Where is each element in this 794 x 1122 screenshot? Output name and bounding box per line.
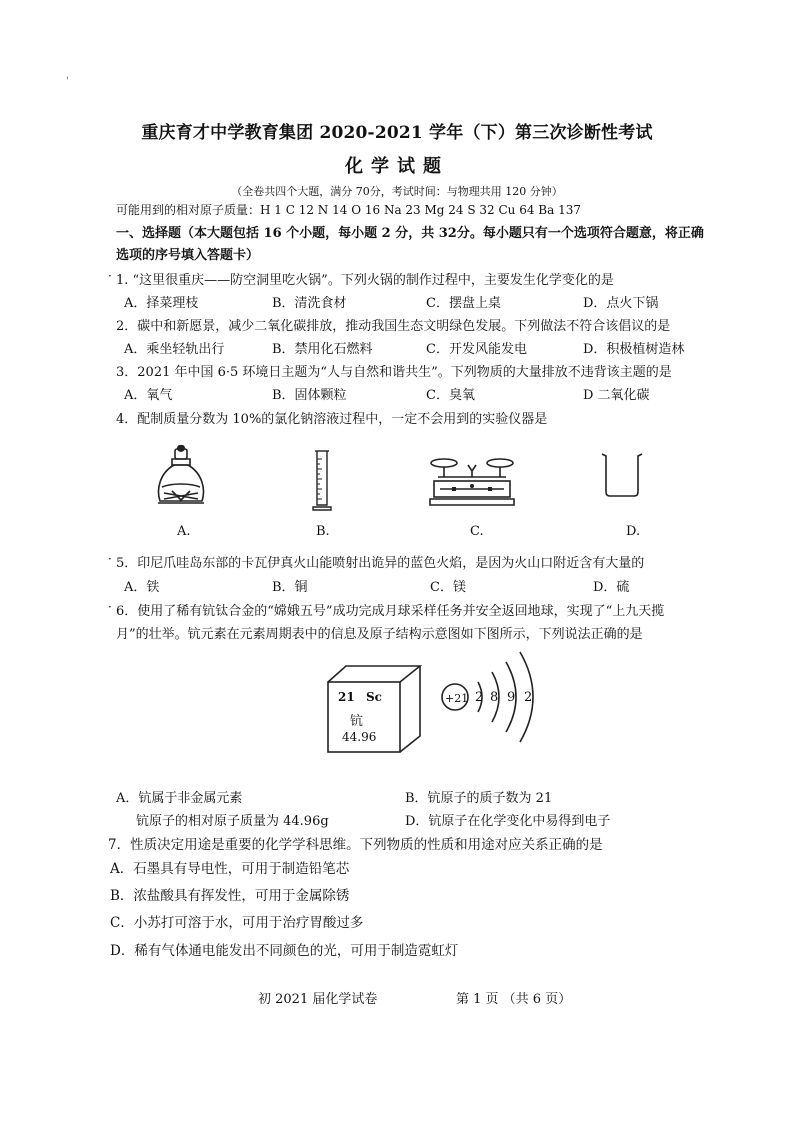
q6-option-d: D．钪原子在化学变化中易得到电子 bbox=[405, 814, 611, 829]
question-6: 6．使用了稀有钪钛合金的“嫦娥五号”成功完成月球采样任务并安全返回地球，实现了“上九天揽月”的壮举。钪元素在元素周期表中的信息及原子结构示意图如下图所示，下列说法正确的是 bbox=[116, 604, 665, 642]
shell-2-electrons: 8 bbox=[490, 690, 499, 705]
element-name: 钪 bbox=[350, 714, 364, 729]
q7-option-d: D．稀有气体通电能发出不同颜色的光，可用于制造霓虹灯 bbox=[110, 943, 459, 959]
q3-option-a: A．氧气 bbox=[124, 388, 173, 403]
atomic-masses: 可能用到的相对原子质量：H 1 C 12 N 14 O 16 Na 23 Mg 24 S 32 Cu 64 Ba 137 bbox=[116, 203, 581, 217]
nucleus-charge: +21 bbox=[445, 692, 469, 705]
margin-mark: · bbox=[108, 269, 112, 283]
question-5: 5．印尼爪哇岛东部的卡瓦伊真火山能喷射出诡异的蓝色火焰，是因为火山口附近含有大量的 bbox=[116, 556, 645, 571]
q2-option-a: A．乘坐轻轨出行 bbox=[124, 342, 225, 357]
question-4: 4．配制质量分数为 10%的氯化钠溶液过程中，一定不会用到的实验仪器是 bbox=[116, 412, 548, 427]
exam-title: 重庆育才中学教育集团 2020-2021 学年（下）第三次诊断性考试 bbox=[141, 123, 653, 143]
question-1: 1. “这里很重庆——防空洞里吃火锅”。下列火锅的制作过程中，主要发生化学变化的是 bbox=[116, 273, 614, 288]
q7-option-a: A．石墨具有导电性，可用于制造铅笔芯 bbox=[110, 861, 350, 877]
q6-option-a: A．钪属于非金属元素 bbox=[116, 791, 243, 806]
q4-option-b: B. bbox=[316, 524, 330, 539]
q7-option-c: C．小苏打可溶于水，可用于治疗胃酸过多 bbox=[110, 915, 364, 931]
q1-option-d: D．点火下锅 bbox=[583, 296, 659, 311]
q1-option-a: A．择菜理枝 bbox=[124, 296, 199, 311]
margin-mark: · bbox=[108, 552, 112, 566]
beaker-figure bbox=[600, 452, 644, 498]
q3-option-c: C．臭氧 bbox=[426, 388, 475, 403]
question-3: 3．2021 年中国 6·5 环境日主题为“人与自然和谐共生”。下列物质的大量排放不违背该主题的是 bbox=[116, 365, 672, 380]
footer-exam-name: 初 2021 届化学试卷 bbox=[258, 992, 378, 1007]
question-2: 2．碳中和新愿景，减少二氧化碳排放，推动我国生态文明绿色发展。下列做法不符合该倡议的是 bbox=[116, 319, 671, 334]
balance-figure bbox=[428, 453, 516, 509]
q1-option-b: B．清洗食材 bbox=[272, 296, 347, 311]
q3-option-b: B．固体颗粒 bbox=[272, 388, 347, 403]
subject-title: 化学试题 bbox=[345, 156, 449, 177]
element-number: 21 bbox=[338, 690, 355, 704]
footer-page-number: 第 1 页 （共 6 页） bbox=[456, 992, 572, 1007]
margin-mark: · bbox=[108, 600, 112, 614]
q4-option-a: A. bbox=[177, 524, 191, 539]
alcohol-lamp-figure bbox=[152, 443, 210, 509]
q5-option-d: D．硫 bbox=[593, 580, 630, 595]
stray-mark: ' bbox=[66, 76, 69, 87]
element-symbol: Sc bbox=[366, 690, 382, 704]
section-heading: 一、选择题（本大题包括 16 个小题，每小题 2 分，共 32分。每小题只有一个选项符合题意，将正确选项的序号填入答题卡） bbox=[116, 226, 704, 263]
element-mass: 44.96 bbox=[342, 730, 377, 744]
shell-4-electrons: 2 bbox=[524, 690, 533, 705]
q6-option-c: 钪原子的相对原子质量为 44.96g bbox=[136, 814, 329, 829]
q2-option-c: C．开发风能发电 bbox=[426, 342, 527, 357]
q2-option-d: D．积极植树造林 bbox=[583, 342, 685, 357]
exam-info: （全卷共四个大题，满分 70分，考试时间：与物理共用 120 分钟） bbox=[231, 185, 563, 198]
shell-3-electrons: 9 bbox=[507, 690, 516, 705]
q5-option-a: A．铁 bbox=[124, 580, 160, 595]
q1-option-c: C．摆盘上桌 bbox=[426, 296, 501, 311]
q5-option-b: B．铜 bbox=[272, 580, 308, 595]
q6-option-b: B．钪原子的质子数为 21 bbox=[405, 791, 553, 806]
graduated-cylinder-figure bbox=[311, 449, 333, 511]
q4-option-d: D. bbox=[626, 524, 641, 539]
q2-option-b: B．禁用化石燃料 bbox=[272, 342, 373, 357]
q7-option-b: B．浓盐酸具有挥发性，可用于金属除锈 bbox=[110, 888, 350, 904]
q3-option-d: D 二氧化碳 bbox=[583, 388, 650, 403]
q4-option-c: C. bbox=[470, 524, 484, 539]
shell-1-electrons: 2 bbox=[475, 690, 484, 705]
q5-option-c: C．镁 bbox=[430, 580, 466, 595]
question-7: 7．性质决定用途是重要的化学学科思维。下列物质的性质和用途对应关系正确的是 bbox=[108, 837, 603, 853]
